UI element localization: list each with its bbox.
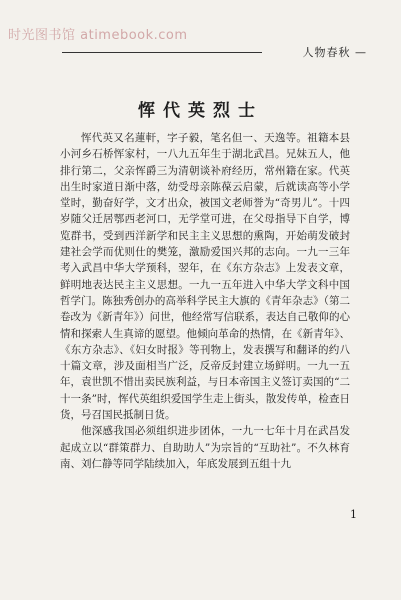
paragraph: 恽代英又名蓮軒，字子毅，笔名但一、天逸等。祖籍本县小河乡石桥恽家村，一八九五年生于湖北武昌。兄妹五人，他排行第二，父亲恽爵三为清朝谈补府经历，常州籍在家。代英出生时家道日渐中落，幼受母亲陈葆云启蒙，后就读高等小学堂时，勤奋好学，文才出众，被国文老师誉为“奇男儿”。十四岁随父迁居鄂西老河口，无学堂可进，在父母指导下自学，博览群书，受到西洋新学和民主主义思想的熏陶，开始萌发破封建社会学而优则仕的樊笼，激励爱国兴邦的志向。一九一三年考入武昌中华大学预科，翌年，在《东方杂志》上发表文章，鲜明地表达民主主义思想。一九一五年进入中华大学文科中国哲学门。陈独秀创办的高举科学民主大旗的《青年杂志》（第二卷改为《新青年》）问世，他经常写信联系，表达自己敬仰的心情和探索人生真谛的愿望。他倾向革命的热情，在《新青年》、《东方杂志》、《妇女时报》等刊物上，发表撰写和翻译的约八十篇文章，涉及面相当广泛，反帝反封建立场鲜明。一九一五年，袁世凯不惜出卖民族利益，与日本帝国主义签订卖国的“二十一条”时，恽代英组织爱国学生走上街头，散发传单，检查日货，号召国民抵制日货。 [60,132,350,422]
page-number: 1 [350,508,357,521]
page-title: 恽代英烈士 [138,101,263,121]
running-head: 人物春秋 — [302,46,367,59]
body-text [60,130,350,472]
header-rule [62,52,262,53]
paragraph: 他深感我国必须组织进步团体，一九一七年十月在武昌发起成立以“群策群力、自助助人”为宗旨的“互助社”。不久林育南、刘仁静等同学陆续加入，年底发展到五组十九 [60,425,350,470]
watermark: 时光图书馆 atimebook.com [8,28,188,43]
